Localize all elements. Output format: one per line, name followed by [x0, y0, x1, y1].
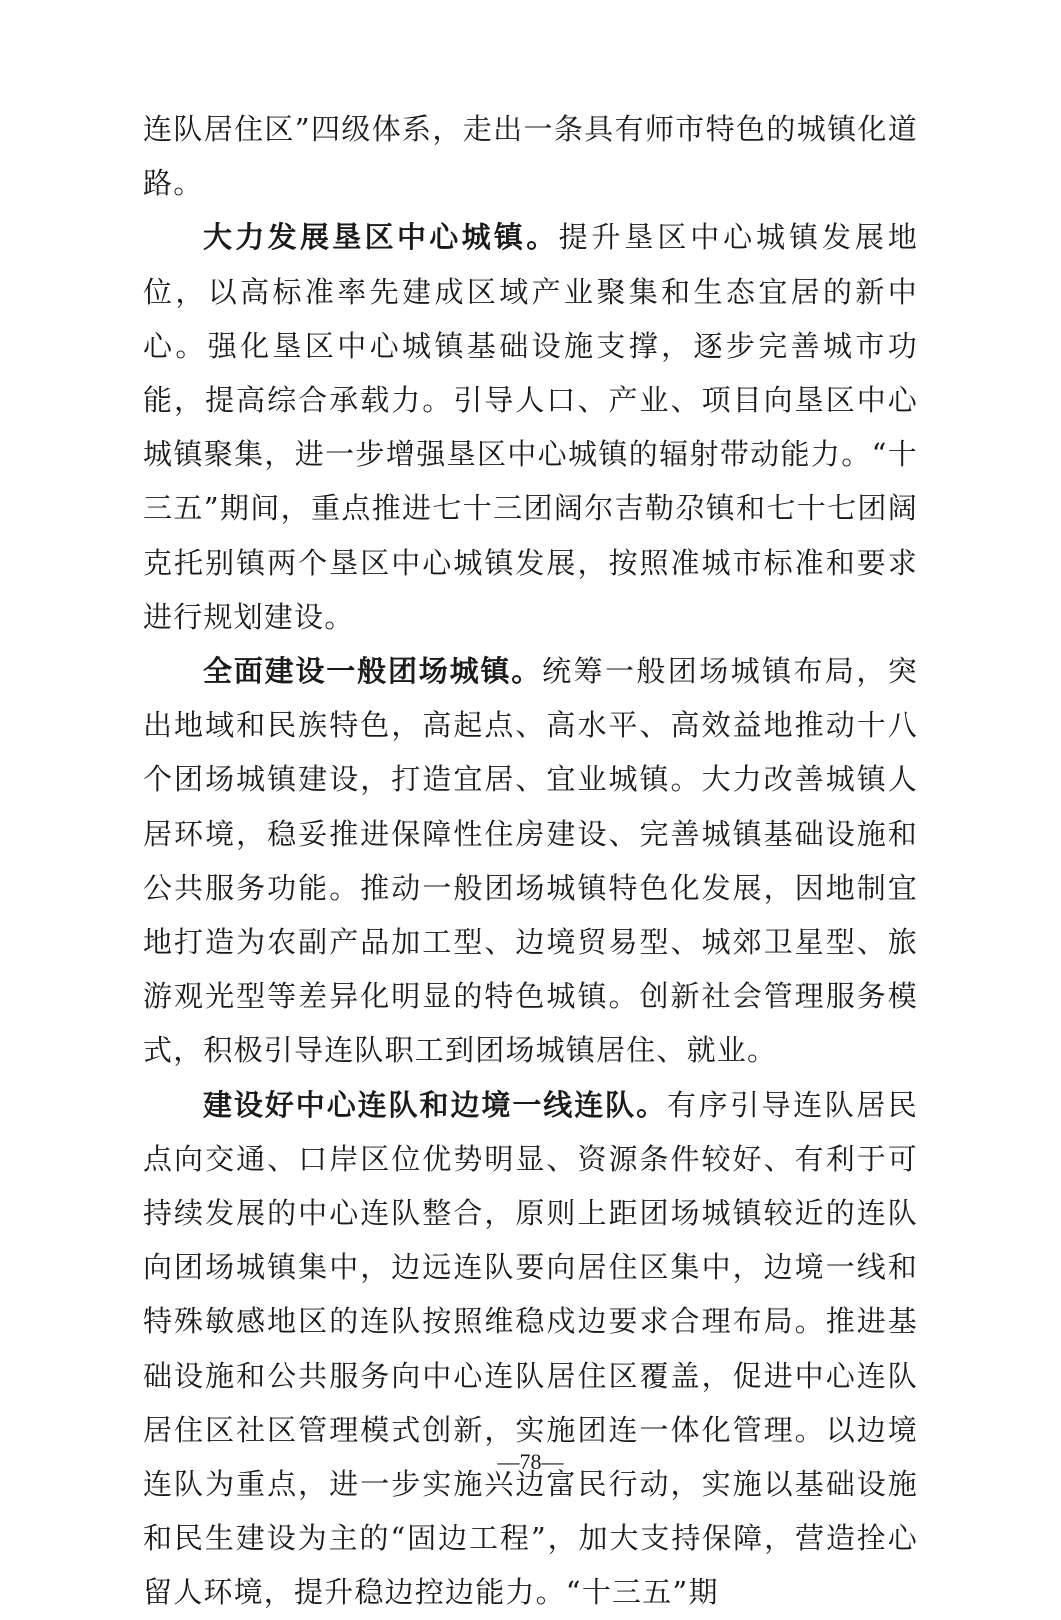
- paragraph-central-towns: [143, 210, 918, 644]
- page-number: —78—: [497, 1449, 564, 1474]
- paragraph-continuation: [143, 102, 918, 210]
- paragraph-text: 提升垦区中心城镇发展地位，以高标准率先建成区域产业聚集和生态宜居的新中心。强化垦区中心城镇基础设施支撑，逐步完善城市功能，提高综合承载力。引导人口、产业、项目向垦区中心城镇聚集，进一步增强垦区中心城镇的辐射带动能力。“十三五”期间，重点推进七十三团阔尔吉勒尕镇和七十七团阔克托别镇两个垦区中心城镇发展，按照准城市标准和要求进行规划建设。: [143, 220, 918, 634]
- paragraph-border-companies: [143, 1078, 918, 1620]
- paragraph-heading: 全面建设一般团场城镇。: [203, 654, 543, 689]
- paragraph-text: 有序引导连队居民点向交通、口岸区位优势明显、资源条件较好、有利于可持续发展的中心连队整合，原则上距团场城镇较近的连队向团场城镇集中，边远连队要向居住区集中，边境一线和特殊敏感地区的连队按照维稳戍边要求合理布局。推进基础设施和公共服务向中心连队居住区覆盖，促进中心连队居住区社区管理模式创新，实施团连一体化管理。以边境连队为重点，进一步实施兴边富民行动，实施以基础设施和民生建设为主的“固边工程”，加大支持保障，营造拴心留人环境，提升稳边控边能力。“十三五”期: [143, 1087, 918, 1610]
- paragraph-regiment-towns: [143, 644, 918, 1078]
- paragraph-heading: 建设好中心连队和边境一线连队。: [203, 1087, 668, 1122]
- paragraph-heading: 大力发展垦区中心城镇。: [203, 220, 559, 255]
- document-body: [143, 102, 918, 1620]
- paragraph-text: 统筹一般团场城镇布局，突出地域和民族特色，高起点、高水平、高效益地推动十八个团场城镇建设，打造宜居、宜业城镇。大力改善城镇人居环境，稳妥推进保障性住房建设、完善城镇基础设施和公共服务功能。推动一般团场城镇特色化发展，因地制宜地打造为农副产品加工型、边境贸易型、城郊卫星型、旅游观光型等差异化明显的特色城镇。创新社会管理服务模式，积极引导连队职工到团场城镇居住、就业。: [143, 654, 918, 1068]
- paragraph-text: 连队居住区”四级体系，走出一条具有师市特色的城镇化道路。: [143, 112, 918, 201]
